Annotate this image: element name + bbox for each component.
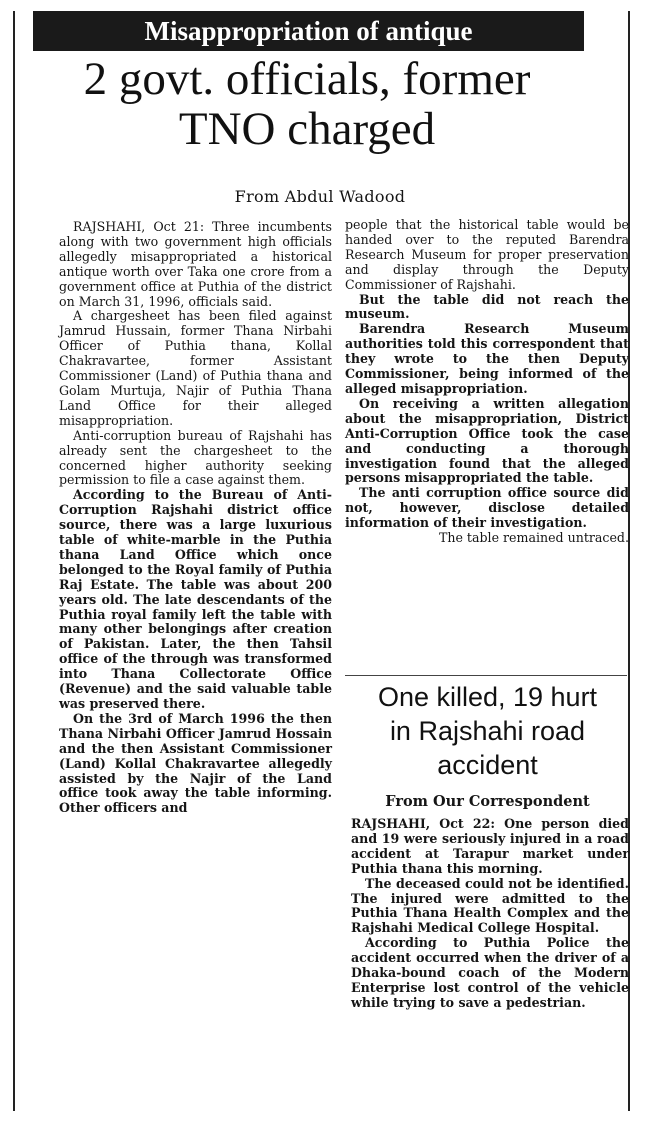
story-divider (345, 675, 627, 676)
main-headline-line-2: TNO charged (178, 103, 436, 155)
main-story-paragraph: The anti corruption office source did not, however, disclose detailed information of their investigation. (345, 485, 629, 531)
second-story-paragraph: The deceased could not be identified. The injured were admitted to the Puthia Thana Health Complex and the Rajshahi Medical College Hospital. (351, 875, 629, 936)
second-headline-line-3: accident (437, 750, 538, 780)
main-story-paragraph: But the table did not reach the museum. (345, 291, 629, 322)
main-story-paragraph: people that the historical table would be handed over to the reputed Barendra Research Museum for proper preservation and display through the Deputy Commissioner of Rajshahi. (345, 217, 629, 292)
main-headline-line-1: 2 govt. officials, former (83, 53, 531, 105)
main-story-right-column (345, 218, 629, 546)
main-headline (22, 54, 592, 154)
second-story-body (351, 817, 629, 1011)
main-story-closing-line: The table remained untraced. (438, 530, 629, 546)
main-story-paragraph: According to the Bureau of Anti-Corruption Rajshahi district office source, there was a large luxurious table of white-marble in the Puthia thana Land Office which once belonged to the Royal family of Puthia Raj Estate. The table was about 200 years old. The late descendants of the Puthia royal family left the table with many other belongings after creation of Pakistan. Later, the then Tahsil office of the through was transformed into Thana Collectorate Office (Revenue) and the said valuable table was preserved there. (59, 487, 332, 711)
main-story-paragraph: Anti-corruption bureau of Rajshahi has already sent the chargesheet to the concerned higher authority seeking permission to file a case against them. (59, 427, 332, 488)
second-story-byline: From Our Correspondent (385, 793, 590, 810)
kicker-banner: Misappropriation of antique (33, 11, 584, 51)
second-story-headline (345, 680, 630, 782)
main-story-paragraph: A chargesheet has been filed against Jamrud Hussain, former Thana Nirbahi Officer of Puthia thana, Kollal Chakravartee, former Assistant Commissioner (Land) of Puthia thana and Golam Murtuja, Najir of Puthia Thana Land Office for their alleged misappropriation. (59, 308, 332, 428)
main-story-paragraph: RAJSHAHI, Oct 21: Three incumbents along with two government high officials allegedly misappropriated a historical antique worth over Taka one crore from a government office at Puthia of the district on March 31, 1996, officials said. (59, 219, 332, 309)
main-story-paragraph: On receiving a written allegation about the misappropriation, District Anti-Corruption Office took the case and conducting a thorough investigation found that the alleged persons misappropriated the table. (345, 395, 629, 486)
main-story-left-column (59, 220, 332, 816)
second-headline-line-1: One killed, 19 hurt (377, 682, 598, 712)
main-story-paragraph: On the 3rd of March 1996 the then Thana Nirbahi Officer Jamrud Hossain and the then Assistant Commissioner (Land) Kollal Chakravartee allegedly assisted by the Najir of the Land office took away the table informing. Other officers and (59, 710, 332, 816)
main-story-paragraph: Barendra Research Museum authorities told this correspondent that they wrote to the then Deputy Commissioner, being informed of the alleged misappropriation. (345, 321, 629, 396)
second-story-paragraph: According to Puthia Police the accident occurred when the driver of a Dhaka-bound coach of the Modern Enterprise lost control of the vehicle while trying to save a pedestrian. (351, 935, 629, 1010)
second-story-paragraph: RAJSHAHI, Oct 22: One person died and 19 were seriously injured in a road accident at Tarapur market under Puthia thana this morning. (351, 816, 629, 876)
left-column-rule (13, 11, 15, 1111)
main-byline: From Abdul Wadood (234, 187, 406, 206)
second-headline-line-2: in Rajshahi road (389, 716, 586, 746)
